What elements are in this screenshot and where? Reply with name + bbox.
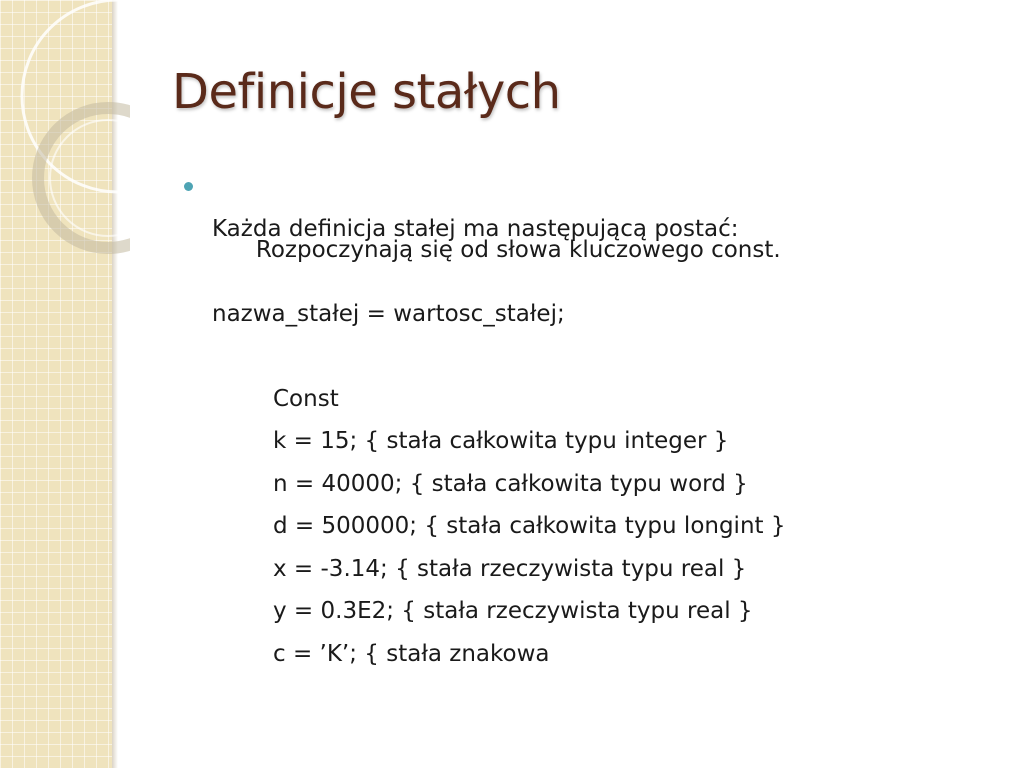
intro-line: Każda definicja stałej ma następującą postać: xyxy=(212,215,739,242)
code-line: d = 500000; { stała całkowita typu longint } xyxy=(273,513,786,539)
code-line: c = ’K’; { stała znakowa xyxy=(273,640,550,667)
syntax-line: nazwa_stałej = wartosc_stałej; xyxy=(212,300,565,327)
bullet-icon xyxy=(184,182,193,191)
slide-title: Definicje stałych xyxy=(172,64,561,120)
code-line: n = 40000; { stała całkowita typu word } xyxy=(273,470,748,497)
decorative-rings xyxy=(0,0,130,260)
code-line: y = 0.3E2; { stała rzeczywista typu real } xyxy=(273,598,753,624)
code-keyword-line: Const xyxy=(273,385,339,412)
blank-line xyxy=(182,340,982,383)
code-line: k = 15; { stała całkowita typu integer } xyxy=(273,428,729,454)
code-line: x = -3.14; { stała rzeczywista typu real } xyxy=(273,555,747,582)
slide-body xyxy=(182,170,982,680)
intro-line: Rozpoczynają się od słowa kluczowego const. xyxy=(255,237,781,263)
